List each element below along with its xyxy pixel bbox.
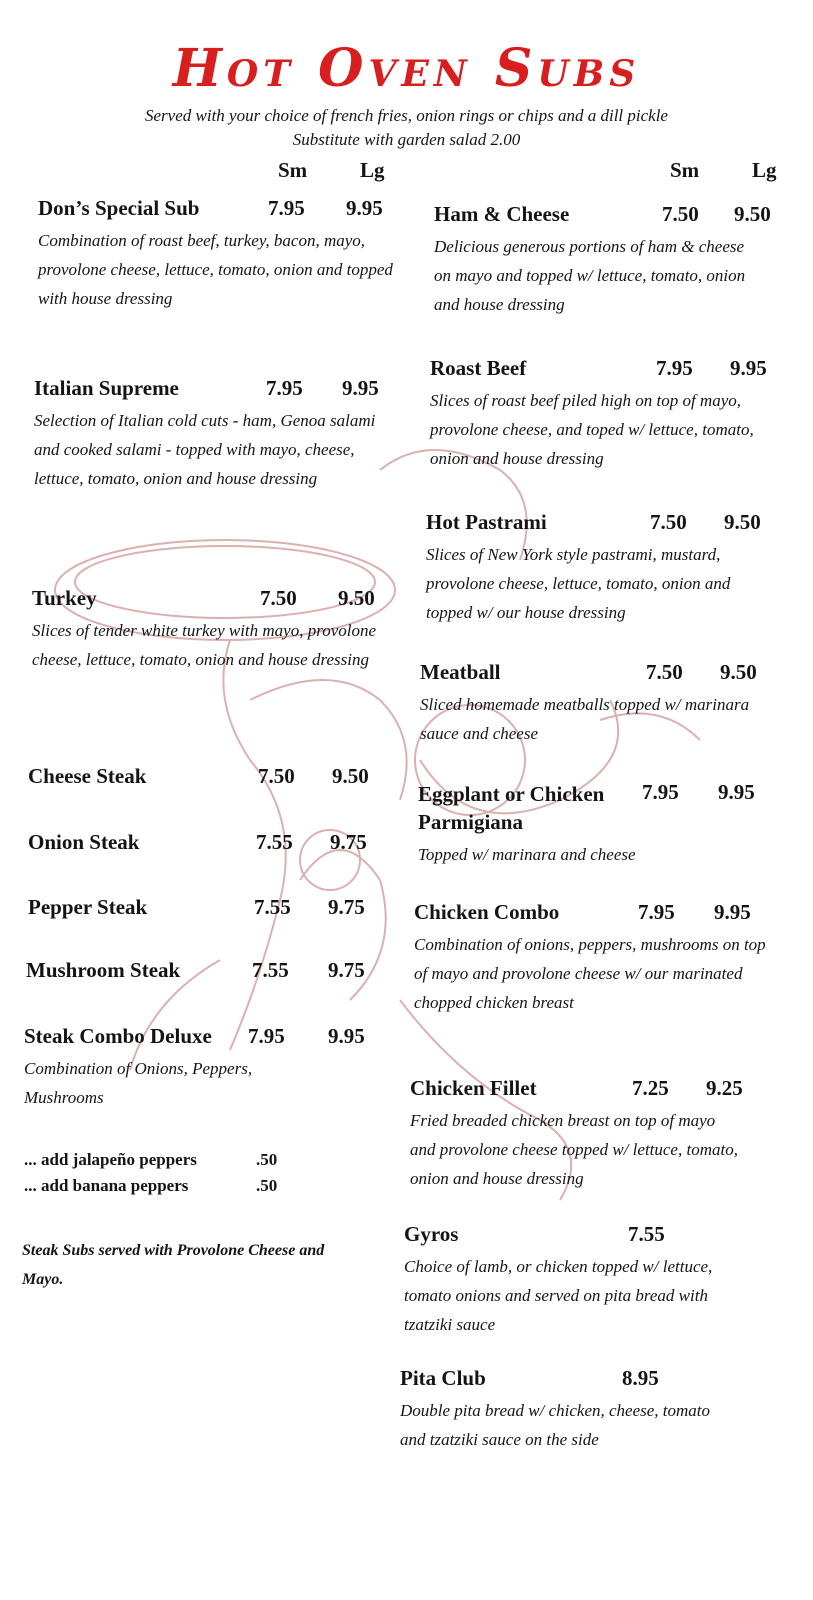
item-price-sm: 7.95 [638, 900, 675, 924]
steak-note: Steak Subs served with Provolone Cheese and Mayo. [22, 1242, 325, 1288]
item-price-lg: 9.50 [734, 202, 771, 226]
item-description: Slices of tender white turkey with mayo, provolone cheese, lettuce, tomato, onion and house dressing [32, 621, 377, 669]
item-description: Double pita bread w/ chicken, cheese, tomato and tzatziki sauce on the side [400, 1401, 711, 1449]
item-price-lg: 9.50 [724, 510, 761, 534]
item-price-lg: 9.95 [342, 376, 379, 400]
menu-title: Hot Oven Subs [172, 38, 641, 99]
menu-item [400, 1366, 760, 1454]
item-name: Onion Steak [28, 830, 140, 854]
item-price-sm: 7.55 [254, 895, 291, 919]
item-price-sm: 7.50 [646, 660, 683, 684]
addon-item [24, 1176, 324, 1196]
item-price-sm: 7.55 [252, 958, 289, 982]
item-name: Meatball [420, 660, 501, 684]
menu-item [32, 586, 382, 674]
item-price-sm: 8.95 [622, 1366, 659, 1390]
menu-item [410, 1076, 770, 1193]
item-name: Don’s Special Sub [38, 196, 200, 220]
item-description: Slices of roast beef piled high on top of mayo, provolone cheese, and toped w/ lettuce, tomato, onion and house dressing [430, 391, 754, 468]
item-price-lg: 9.95 [328, 1024, 365, 1048]
item-name: Cheese Steak [28, 764, 147, 788]
menu-item [404, 1222, 764, 1339]
item-price-lg: 9.95 [346, 196, 383, 220]
item-description: Sliced homemade meatballs topped w/ marinara sauce and cheese [420, 695, 750, 743]
item-description: Choice of lamb, or chicken topped w/ lettuce, tomato onions and served on pita bread with tzatziki sauce [404, 1257, 713, 1334]
item-name: Chicken Fillet [410, 1076, 537, 1100]
addon-price: .50 [256, 1150, 278, 1169]
item-name: Gyros [404, 1222, 459, 1246]
item-name: Hot Pastrami [426, 510, 547, 534]
right-lg-header: Lg [752, 158, 777, 182]
item-price-sm: 7.50 [258, 764, 295, 788]
item-name: Eggplant or Chicken Parmigiana [418, 782, 605, 834]
item-price-lg: 9.95 [730, 356, 767, 380]
item-price-lg: 9.50 [332, 764, 369, 788]
item-price-lg: 9.75 [328, 958, 365, 982]
menu-item [26, 958, 386, 988]
item-price-sm: 7.50 [650, 510, 687, 534]
item-price-sm: 7.50 [662, 202, 699, 226]
item-description: Topped w/ marinara and cheese [418, 845, 636, 864]
item-price-sm: 7.95 [248, 1024, 285, 1048]
item-description: Selection of Italian cold cuts - ham, Genoa salami and cooked salami - topped with mayo, cheese, lettuce, tomato, onion and house dressing [34, 411, 376, 488]
item-price-sm: 7.55 [628, 1222, 665, 1246]
menu-item [24, 1024, 384, 1112]
item-price-sm: 7.95 [266, 376, 303, 400]
item-name: Italian Supreme [34, 376, 179, 400]
menu-item [418, 780, 778, 869]
substitute-note: Substitute with garden salad 2.00 [292, 130, 521, 149]
item-name: Turkey [32, 586, 97, 610]
menu-item [414, 900, 774, 1017]
addon-label: ... add banana peppers [24, 1176, 189, 1195]
addon-price: .50 [256, 1176, 278, 1195]
item-price-sm: 7.25 [632, 1076, 669, 1100]
item-price-lg: 9.95 [718, 780, 755, 804]
menu-item [430, 356, 780, 473]
menu-item [28, 764, 388, 794]
item-description: Fried breaded chicken breast on top of mayo and provolone cheese topped w/ lettuce, tomato, onion and house dressing [410, 1111, 738, 1188]
item-name: Mushroom Steak [26, 958, 181, 982]
item-name: Steak Combo Deluxe [24, 1024, 212, 1048]
item-price-lg: 9.75 [328, 895, 365, 919]
right-sm-header: Sm [670, 158, 700, 182]
item-description: Combination of onions, peppers, mushrooms on top of mayo and provolone cheese w/ our marinated chopped chicken breast [414, 935, 766, 1012]
addon-label: ... add jalapeño peppers [24, 1150, 197, 1169]
item-price-lg: 9.75 [330, 830, 367, 854]
item-description: Combination of roast beef, turkey, bacon, mayo, provolone cheese, lettuce, tomato, onion and topped with house dressing [38, 231, 393, 308]
item-price-lg: 9.25 [706, 1076, 743, 1100]
item-name: Pepper Steak [28, 895, 148, 919]
left-sm-header: Sm [278, 158, 308, 182]
menu-item [420, 660, 770, 748]
item-description: Delicious generous portions of ham & cheese on mayo and topped w/ lettuce, tomato, onion and house dressing [434, 237, 746, 314]
menu-item [28, 830, 388, 860]
menu-item [426, 510, 776, 627]
item-price-lg: 9.50 [720, 660, 757, 684]
item-name: Pita Club [400, 1366, 486, 1390]
item-name: Chicken Combo [414, 900, 560, 924]
menu-item [434, 202, 784, 319]
menu-item [34, 376, 384, 493]
item-description: Combination of Onions, Peppers, Mushrooms [24, 1059, 253, 1107]
item-price-lg: 9.50 [338, 586, 375, 610]
subtitle: Served with your choice of french fries, onion rings or chips and a dill pickle [145, 106, 668, 125]
item-name: Ham & Cheese [434, 202, 570, 226]
item-price-sm: 7.55 [256, 830, 293, 854]
menu-item [28, 895, 388, 925]
item-price-sm: 7.50 [260, 586, 297, 610]
item-price-sm: 7.95 [656, 356, 693, 380]
left-lg-header: Lg [360, 158, 385, 182]
item-price-lg: 9.95 [714, 900, 751, 924]
item-description: Slices of New York style pastrami, mustard, provolone cheese, lettuce, tomato, onion and topped w/ our house dressing [426, 545, 731, 622]
addon-item [24, 1150, 324, 1170]
item-price-sm: 7.95 [268, 196, 305, 220]
item-name: Roast Beef [430, 356, 527, 380]
menu-item [38, 196, 398, 313]
item-price-sm: 7.95 [642, 780, 679, 804]
